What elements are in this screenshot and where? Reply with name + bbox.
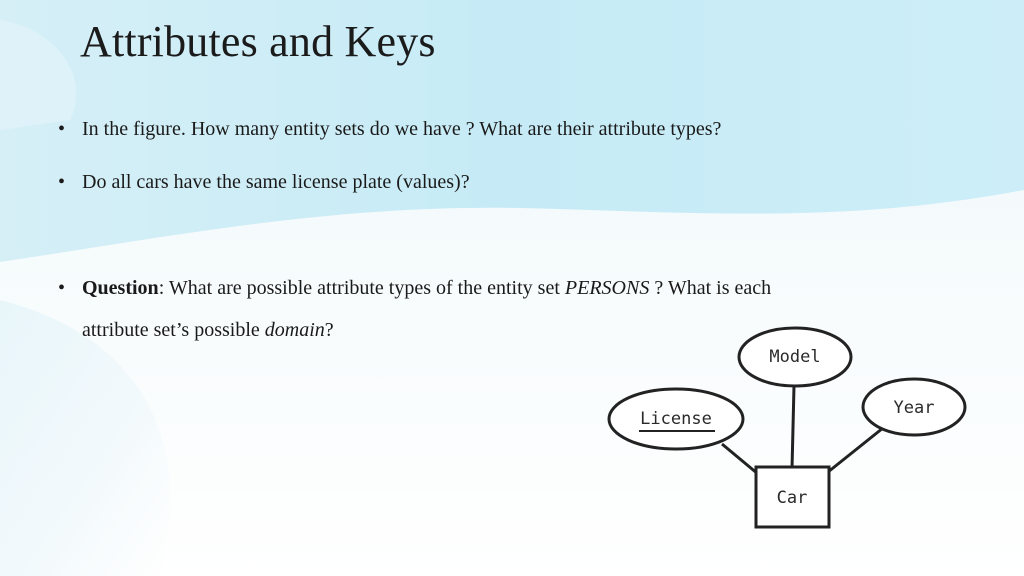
question-part2: ? What is each	[649, 277, 772, 299]
bullet-text: In the figure. How many entity sets do we have ? What are their attribute types?	[82, 118, 722, 140]
domain-word: domain	[264, 319, 325, 341]
attribute-model	[739, 328, 851, 386]
attribute-year-label: Year	[893, 398, 935, 418]
edge-model-car	[792, 386, 794, 469]
attribute-license-key	[609, 389, 743, 449]
attribute-year	[863, 379, 965, 435]
attribute-model-label: Model	[769, 347, 821, 367]
question-line2: attribute set’s possible	[82, 319, 265, 341]
entity-car-label: Car	[776, 488, 808, 508]
entity-set-name: PERSONS	[564, 277, 650, 299]
slide-title: Attributes and Keys	[80, 17, 436, 66]
question-line2-end: ?	[324, 319, 334, 341]
bullet-marker: •	[58, 118, 66, 140]
entity-car	[756, 467, 829, 527]
bullet-marker: •	[58, 171, 66, 193]
edge-license-car	[722, 444, 758, 474]
bullet-text: Do all cars have the same license plate (values)?	[82, 171, 470, 193]
er-diagram	[600, 322, 980, 542]
bullet-marker: •	[58, 277, 66, 299]
question-label: Question	[82, 277, 159, 299]
edge-year-car	[828, 428, 883, 472]
question-part1: : What are possible attribute types of the entity set	[158, 277, 565, 299]
attribute-license-label: License	[640, 409, 712, 429]
